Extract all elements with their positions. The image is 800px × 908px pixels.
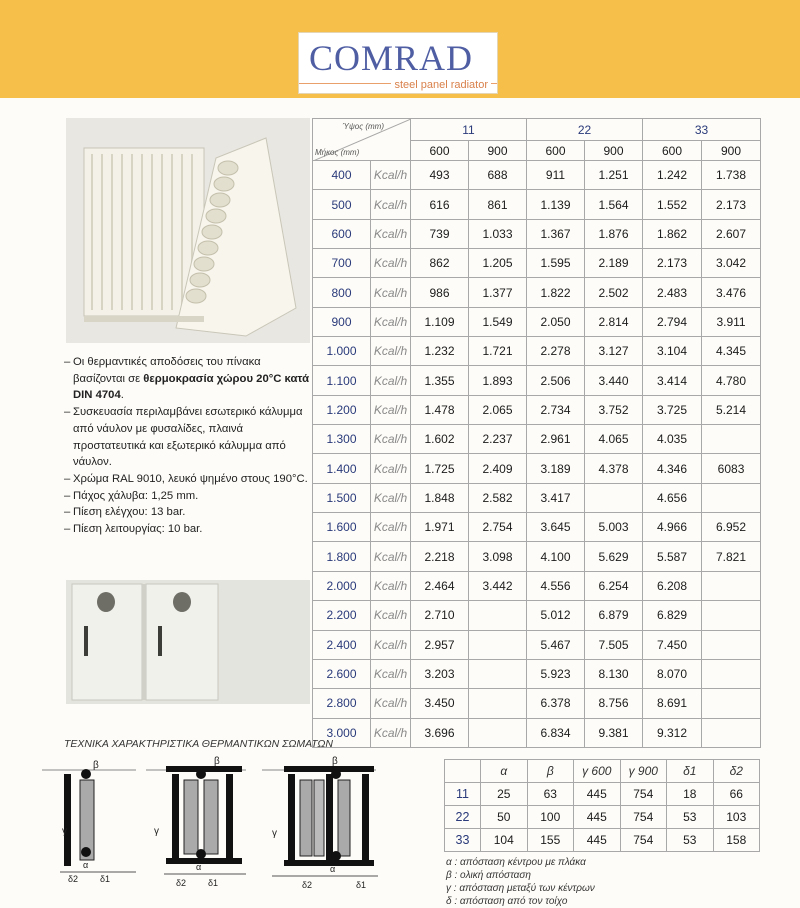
output-value-cell: 2.218 (411, 542, 469, 571)
output-value-cell: 2.582 (469, 483, 527, 512)
output-value-cell: 1.971 (411, 513, 469, 542)
unit-cell: Kcal/h (371, 630, 411, 659)
output-value-cell: 4.035 (643, 425, 702, 454)
output-value-cell: 5.587 (643, 542, 702, 571)
dims-type-cell: 11 (445, 783, 481, 806)
spec-note (64, 471, 310, 488)
output-value-cell: 862 (411, 249, 469, 278)
dims-header: γ 600 (574, 760, 621, 783)
type-header-22: 22 (527, 119, 643, 141)
length-cell: 2.000 (313, 571, 371, 600)
output-value-cell: 3.127 (585, 337, 643, 366)
output-value-cell (702, 718, 761, 747)
output-value-cell: 3.476 (702, 278, 761, 307)
output-value-cell: 2.189 (585, 249, 643, 278)
height-header: 900 (585, 141, 643, 161)
output-value-cell: 4.345 (702, 337, 761, 366)
diagram-type-22 (146, 756, 246, 888)
dims-value-cell: 754 (620, 806, 667, 829)
output-value-cell: 3.752 (585, 395, 643, 424)
dims-header: α (481, 760, 528, 783)
output-value-cell: 1.205 (469, 249, 527, 278)
note-segment: Πίεση ελέγχου: 13 bar. (73, 506, 186, 519)
output-value-cell (702, 483, 761, 512)
legend-item: δ : απόσταση από τον τοίχο (446, 896, 568, 907)
output-value-cell: 1.564 (585, 190, 643, 219)
brand-name: COMRAD (309, 38, 474, 78)
label-gamma-3: γ (272, 828, 277, 839)
length-cell: 1.300 (313, 425, 371, 454)
dims-value-cell: 50 (481, 806, 528, 829)
output-value-cell: 2.794 (643, 307, 702, 336)
output-value-cell: 1.738 (702, 161, 761, 190)
table-row (313, 366, 761, 395)
output-value-cell (702, 571, 761, 600)
output-value-cell: 3.042 (702, 249, 761, 278)
output-value-cell: 6.829 (643, 601, 702, 630)
output-value-cell: 1.242 (643, 161, 702, 190)
dims-header: γ 900 (620, 760, 667, 783)
output-value-cell: 1.602 (411, 425, 469, 454)
output-value-cell: 616 (411, 190, 469, 219)
mounting-bracket-image (66, 580, 310, 704)
height-header: 600 (527, 141, 585, 161)
table-row (313, 542, 761, 571)
note-segment: Συσκευασία περιλαμβάνει εσωτερικό κάλυμμα από νάυλον με φυσαλίδες, πλαινά προστατευτικά και εξωτερικό κάλυμμα από νάυλον. (73, 406, 303, 469)
output-value-cell: 2.173 (643, 249, 702, 278)
label-gamma-2: γ (154, 826, 159, 837)
dims-type-cell: 33 (445, 829, 481, 852)
output-value-cell: 1.893 (469, 366, 527, 395)
dims-value-cell: 104 (481, 829, 528, 852)
output-value-cell: 2.957 (411, 630, 469, 659)
dims-header: β (527, 760, 574, 783)
dims-row (445, 806, 760, 829)
output-value-cell: 8.070 (643, 659, 702, 688)
output-value-cell: 2.483 (643, 278, 702, 307)
output-value-cell: 2.278 (527, 337, 585, 366)
table-row (313, 219, 761, 248)
length-cell: 500 (313, 190, 371, 219)
output-value-cell: 5.012 (527, 601, 585, 630)
note-text (73, 521, 310, 538)
output-value-cell: 9.381 (585, 718, 643, 747)
output-value-cell (469, 659, 527, 688)
dims-row (445, 783, 760, 806)
label-delta1-1: δ1 (100, 874, 111, 884)
output-value-cell: 7.505 (585, 630, 643, 659)
output-value-cell: 1.822 (527, 278, 585, 307)
output-value-cell: 6.952 (702, 513, 761, 542)
length-cell: 1.200 (313, 395, 371, 424)
output-value-cell: 5.214 (702, 395, 761, 424)
output-value-cell: 1.595 (527, 249, 585, 278)
output-value-cell: 3.696 (411, 718, 469, 747)
length-cell: 3.000 (313, 718, 371, 747)
label-beta-1: β (93, 760, 99, 771)
dims-value-cell: 155 (527, 829, 574, 852)
label-delta2-3: δ2 (302, 880, 313, 890)
table-row (313, 395, 761, 424)
note-dash: – (64, 523, 71, 536)
output-value-cell (469, 718, 527, 747)
table-row (313, 630, 761, 659)
output-value-cell: 1.848 (411, 483, 469, 512)
heat-output-rows (313, 161, 761, 748)
output-value-cell: 4.378 (585, 454, 643, 483)
label-delta1-2: δ1 (208, 878, 219, 888)
output-value-cell: 1.549 (469, 307, 527, 336)
output-value-cell: 9.312 (643, 718, 702, 747)
table-corner-header (313, 119, 411, 161)
spec-note (64, 521, 310, 538)
length-cell: 1.100 (313, 366, 371, 395)
output-value-cell: 1.033 (469, 219, 527, 248)
output-value-cell: 4.780 (702, 366, 761, 395)
note-text (73, 354, 310, 404)
dimensions-rows (445, 783, 760, 852)
output-value-cell: 4.556 (527, 571, 585, 600)
output-value-cell (469, 601, 527, 630)
height-axis-label: Ύψος (mm) (342, 122, 384, 131)
output-value-cell: 1.478 (411, 395, 469, 424)
note-segment: Πίεση λειτουργίας: 10 bar. (73, 523, 203, 536)
output-value-cell: 3.098 (469, 542, 527, 571)
dims-value-cell: 754 (620, 829, 667, 852)
dims-header: δ2 (713, 760, 760, 783)
spec-note (64, 504, 310, 521)
output-value-cell (585, 483, 643, 512)
output-value-cell: 8.756 (585, 689, 643, 718)
length-cell: 900 (313, 307, 371, 336)
table-row (313, 337, 761, 366)
output-value-cell: 911 (527, 161, 585, 190)
note-text (73, 488, 310, 505)
label-beta-2: β (214, 756, 220, 767)
output-value-cell: 2.050 (527, 307, 585, 336)
dimensions-table (444, 759, 760, 852)
length-cell: 2.200 (313, 601, 371, 630)
output-value-cell: 4.966 (643, 513, 702, 542)
output-value-cell: 5.003 (585, 513, 643, 542)
unit-cell: Kcal/h (371, 601, 411, 630)
table-row (313, 454, 761, 483)
dims-value-cell: 66 (713, 783, 760, 806)
table-row (313, 249, 761, 278)
heat-output-table (312, 118, 761, 748)
radiator-photo (66, 118, 310, 343)
specification-notes (64, 354, 310, 538)
unit-cell: Kcal/h (371, 366, 411, 395)
output-value-cell: 1.109 (411, 307, 469, 336)
output-value-cell: 861 (469, 190, 527, 219)
length-cell: 2.800 (313, 689, 371, 718)
output-value-cell: 739 (411, 219, 469, 248)
output-value-cell: 3.203 (411, 659, 469, 688)
output-value-cell: 2.754 (469, 513, 527, 542)
dims-value-cell: 754 (620, 783, 667, 806)
label-delta1-3: δ1 (356, 880, 367, 890)
output-value-cell: 1.355 (411, 366, 469, 395)
length-cell: 2.600 (313, 659, 371, 688)
table-row (313, 513, 761, 542)
table-row (313, 307, 761, 336)
output-value-cell (469, 630, 527, 659)
length-cell: 800 (313, 278, 371, 307)
dims-type-cell: 22 (445, 806, 481, 829)
output-value-cell: 4.656 (643, 483, 702, 512)
length-cell: 700 (313, 249, 371, 278)
output-value-cell: 3.725 (643, 395, 702, 424)
output-value-cell: 3.911 (702, 307, 761, 336)
dims-row (445, 829, 760, 852)
unit-cell: Kcal/h (371, 219, 411, 248)
legend-item: β : ολική απόσταση (446, 870, 531, 881)
table-row (313, 571, 761, 600)
dims-value-cell: 53 (667, 806, 714, 829)
note-dash: – (64, 489, 71, 502)
type-header-33: 33 (643, 119, 761, 141)
unit-cell: Kcal/h (371, 542, 411, 571)
table-row (313, 161, 761, 190)
table-row (313, 483, 761, 512)
output-value-cell: 1.876 (585, 219, 643, 248)
label-alpha-2: α (196, 862, 202, 872)
dims-value-cell: 158 (713, 829, 760, 852)
dims-value-cell: 25 (481, 783, 528, 806)
output-value-cell: 1.721 (469, 337, 527, 366)
diagram-type-11 (42, 760, 136, 884)
brand-logo (298, 32, 498, 94)
unit-cell: Kcal/h (371, 337, 411, 366)
note-dash: – (64, 356, 71, 368)
note-text (73, 404, 310, 471)
output-value-cell (702, 425, 761, 454)
output-value-cell (702, 601, 761, 630)
height-header: 900 (702, 141, 761, 161)
label-alpha-1: α (83, 860, 89, 870)
diagram-type-33 (262, 756, 378, 890)
unit-cell: Kcal/h (371, 483, 411, 512)
dims-value-cell: 18 (667, 783, 714, 806)
length-cell: 1.400 (313, 454, 371, 483)
table-row (313, 718, 761, 747)
height-header: 600 (643, 141, 702, 161)
dims-header: δ1 (667, 760, 714, 783)
cross-section-diagrams (36, 750, 396, 895)
unit-cell: Kcal/h (371, 659, 411, 688)
output-value-cell: 6083 (702, 454, 761, 483)
output-value-cell: 3.450 (411, 689, 469, 718)
output-value-cell: 4.346 (643, 454, 702, 483)
height-header: 900 (469, 141, 527, 161)
output-value-cell: 2.502 (585, 278, 643, 307)
unit-cell: Kcal/h (371, 161, 411, 190)
output-value-cell: 1.725 (411, 454, 469, 483)
unit-cell: Kcal/h (371, 689, 411, 718)
output-value-cell: 2.464 (411, 571, 469, 600)
output-value-cell: 3.440 (585, 366, 643, 395)
length-cell: 1.800 (313, 542, 371, 571)
output-value-cell: 3.104 (643, 337, 702, 366)
length-axis-label: Μήκος (mm) (315, 148, 360, 157)
dims-value-cell: 63 (527, 783, 574, 806)
unit-cell: Kcal/h (371, 425, 411, 454)
output-value-cell: 1.377 (469, 278, 527, 307)
output-value-cell: 2.506 (527, 366, 585, 395)
length-cell: 2.400 (313, 630, 371, 659)
table-row (313, 425, 761, 454)
diagram-title: ΤΕΧΝΙΚΑ ΧΑΡΑΚΤΗΡΙΣΤΙΚΑ ΘΕΡΜΑΝΤΙΚΩΝ ΣΩΜΑΤΩΝ (64, 738, 333, 750)
note-text (73, 504, 310, 521)
output-value-cell: 6.378 (527, 689, 585, 718)
note-segment: Πάχος χάλυβα: 1,25 mm. (73, 489, 199, 502)
spec-note (64, 354, 310, 404)
output-value-cell: 5.467 (527, 630, 585, 659)
output-value-cell: 5.923 (527, 659, 585, 688)
output-value-cell: 3.189 (527, 454, 585, 483)
type-header-11: 11 (411, 119, 527, 141)
dims-value-cell: 445 (574, 829, 621, 852)
output-value-cell: 2.173 (702, 190, 761, 219)
length-cell: 600 (313, 219, 371, 248)
legend-item: γ : απόσταση μεταξύ των κέντρων (446, 883, 595, 894)
output-value-cell: 2.734 (527, 395, 585, 424)
label-gamma-1: γ (62, 826, 67, 837)
length-cell: 400 (313, 161, 371, 190)
dims-value-cell: 445 (574, 806, 621, 829)
note-segment: Χρώμα RAL 9010, λευκό ψημένο στους 190°C. (73, 472, 308, 485)
brand-tagline: steel panel radiator (391, 79, 491, 91)
output-value-cell: 7.821 (702, 542, 761, 571)
output-value-cell: 2.607 (702, 219, 761, 248)
output-value-cell: 986 (411, 278, 469, 307)
output-value-cell: 688 (469, 161, 527, 190)
note-segment: . (120, 389, 124, 402)
output-value-cell (469, 689, 527, 718)
table-row (313, 601, 761, 630)
output-value-cell: 5.629 (585, 542, 643, 571)
output-value-cell: 6.834 (527, 718, 585, 747)
output-value-cell: 6.879 (585, 601, 643, 630)
label-beta-3: β (332, 756, 338, 767)
unit-cell: Kcal/h (371, 571, 411, 600)
unit-cell: Kcal/h (371, 454, 411, 483)
unit-cell: Kcal/h (371, 249, 411, 278)
dims-value-cell: 53 (667, 829, 714, 852)
dimension-legend (446, 856, 595, 908)
output-value-cell: 493 (411, 161, 469, 190)
output-value-cell: 8.130 (585, 659, 643, 688)
output-value-cell: 3.442 (469, 571, 527, 600)
output-value-cell: 7.450 (643, 630, 702, 659)
output-value-cell: 2.814 (585, 307, 643, 336)
spec-note (64, 488, 310, 505)
unit-cell: Kcal/h (371, 513, 411, 542)
output-value-cell (702, 689, 761, 718)
label-delta2-1: δ2 (68, 874, 79, 884)
dims-value-cell: 445 (574, 783, 621, 806)
output-value-cell: 1.251 (585, 161, 643, 190)
table-row (313, 190, 761, 219)
output-value-cell: 8.691 (643, 689, 702, 718)
legend-item: α : απόσταση κέντρου με πλάκα (446, 857, 586, 868)
output-value-cell: 3.414 (643, 366, 702, 395)
height-header: 600 (411, 141, 469, 161)
label-alpha-3: α (330, 864, 336, 874)
unit-cell: Kcal/h (371, 395, 411, 424)
length-cell: 1.600 (313, 513, 371, 542)
output-value-cell: 1.552 (643, 190, 702, 219)
output-value-cell: 6.208 (643, 571, 702, 600)
dims-corner-cell (445, 760, 481, 783)
dims-value-cell: 100 (527, 806, 574, 829)
note-dash: – (64, 506, 71, 519)
output-value-cell: 2.409 (469, 454, 527, 483)
unit-cell: Kcal/h (371, 307, 411, 336)
unit-cell: Kcal/h (371, 190, 411, 219)
output-value-cell (702, 630, 761, 659)
dims-value-cell: 103 (713, 806, 760, 829)
note-dash: – (64, 472, 71, 485)
output-value-cell (702, 659, 761, 688)
note-dash: – (64, 406, 71, 419)
output-value-cell: 2.710 (411, 601, 469, 630)
table-row (313, 659, 761, 688)
output-value-cell: 1.367 (527, 219, 585, 248)
table-row (313, 278, 761, 307)
length-cell: 1.500 (313, 483, 371, 512)
output-value-cell: 2.237 (469, 425, 527, 454)
output-value-cell: 1.139 (527, 190, 585, 219)
note-segment: Οι θερμαντικές αποδόσεις του πίνακα βασίζονται σε (73, 356, 261, 385)
note-text (73, 471, 310, 488)
unit-cell: Kcal/h (371, 278, 411, 307)
unit-cell: Kcal/h (371, 718, 411, 747)
output-value-cell: 6.254 (585, 571, 643, 600)
note-highlight: θερμοκρασία χώρου 20°C κατά DIN 4704 (73, 372, 310, 402)
length-cell: 1.000 (313, 337, 371, 366)
output-value-cell: 2.961 (527, 425, 585, 454)
output-value-cell: 1.862 (643, 219, 702, 248)
output-value-cell: 4.100 (527, 542, 585, 571)
table-row (313, 689, 761, 718)
spec-note (64, 404, 310, 471)
output-value-cell: 3.417 (527, 483, 585, 512)
output-value-cell: 2.065 (469, 395, 527, 424)
output-value-cell: 3.645 (527, 513, 585, 542)
label-delta2-2: δ2 (176, 878, 187, 888)
output-value-cell: 4.065 (585, 425, 643, 454)
output-value-cell: 1.232 (411, 337, 469, 366)
